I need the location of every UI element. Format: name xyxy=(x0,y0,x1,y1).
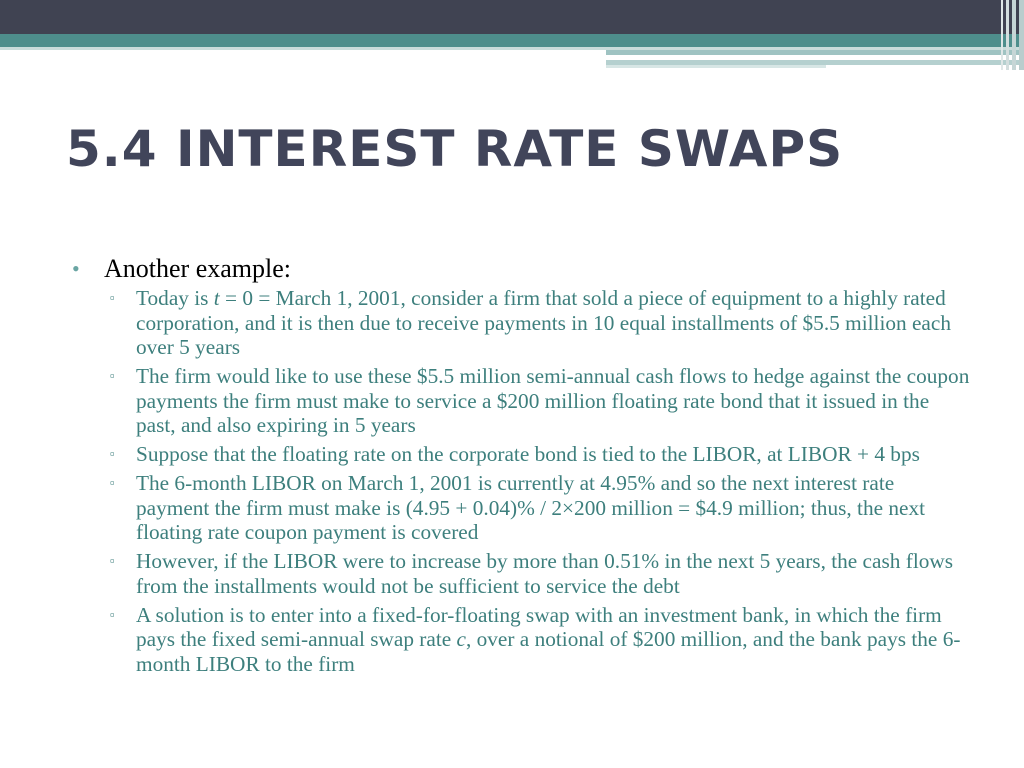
sub-bullet-icon: ▫ xyxy=(110,290,115,305)
sub-bullet-item xyxy=(72,286,972,360)
header-accent-line xyxy=(606,65,826,68)
sub-bullet-text: The firm would like to use these $5.5 million semi-annual cash flows to hedge against the coupon payments the firm must make to service a $200 million floating rate bond that it issued in the past, and also expiring in 5 years xyxy=(136,364,970,437)
sub-bullet-text: The 6-month LIBOR on March 1, 2001 is currently at 4.95% and so the next interest rate payment the firm must make is (4.95 + 0.04)% / 2×200 million = $4.9 million; thus, the next floating rate coupon payment is covered xyxy=(136,471,926,544)
sub-bullet-text: Today is t = 0 = March 1, 2001, consider a firm that sold a piece of equipment to a highly rated corporation, and it is then due to receive payments in 10 equal installments of $5.5 million each over 5 years xyxy=(136,286,951,359)
sub-bullet-text: However, if the LIBOR were to increase by more than 0.51% in the next 5 years, the cash flows from the installments would not be sufficient to service the debt xyxy=(136,549,954,598)
variable-c: c xyxy=(456,627,466,651)
sub-bullet-icon: ▫ xyxy=(110,606,115,622)
bullet-item xyxy=(72,254,972,284)
sub-bullet-icon: ▫ xyxy=(110,553,115,568)
header-teal-band xyxy=(0,34,1024,47)
slide-body xyxy=(72,254,972,681)
sub-bullet-icon: ▫ xyxy=(110,475,115,490)
sub-bullet-item xyxy=(72,364,972,438)
bullet-label: Another example: xyxy=(104,254,291,283)
sub-bullet-text: Suppose that the floating rate on the corporate bond is tied to the LIBOR, at LIBOR + 4 bps xyxy=(136,442,920,466)
bullet-icon: • xyxy=(72,256,80,281)
variable-t: t xyxy=(213,286,220,310)
slide-title: 5.4 INTEREST RATE SWAPS xyxy=(66,120,844,178)
sub-bullet-list xyxy=(72,286,972,676)
header-vertical-stripes xyxy=(994,0,1024,70)
sub-bullet-item xyxy=(72,603,972,677)
sub-bullet-icon: ▫ xyxy=(110,368,115,383)
sub-bullet-item xyxy=(72,442,972,467)
sub-bullet-text: A solution is to enter into a fixed-for-floating swap with an investment bank, in which the firm pays the fixed semi-annual swap rate c, over a notional of $200 million, and the bank pays the 6-month LIBOR to the firm xyxy=(136,602,961,676)
sub-bullet-item xyxy=(72,471,972,545)
header-dark-band xyxy=(0,0,1024,34)
header-accent-line xyxy=(606,55,948,57)
sub-bullet-icon: ▫ xyxy=(110,446,115,461)
sub-bullet-item xyxy=(72,549,972,598)
